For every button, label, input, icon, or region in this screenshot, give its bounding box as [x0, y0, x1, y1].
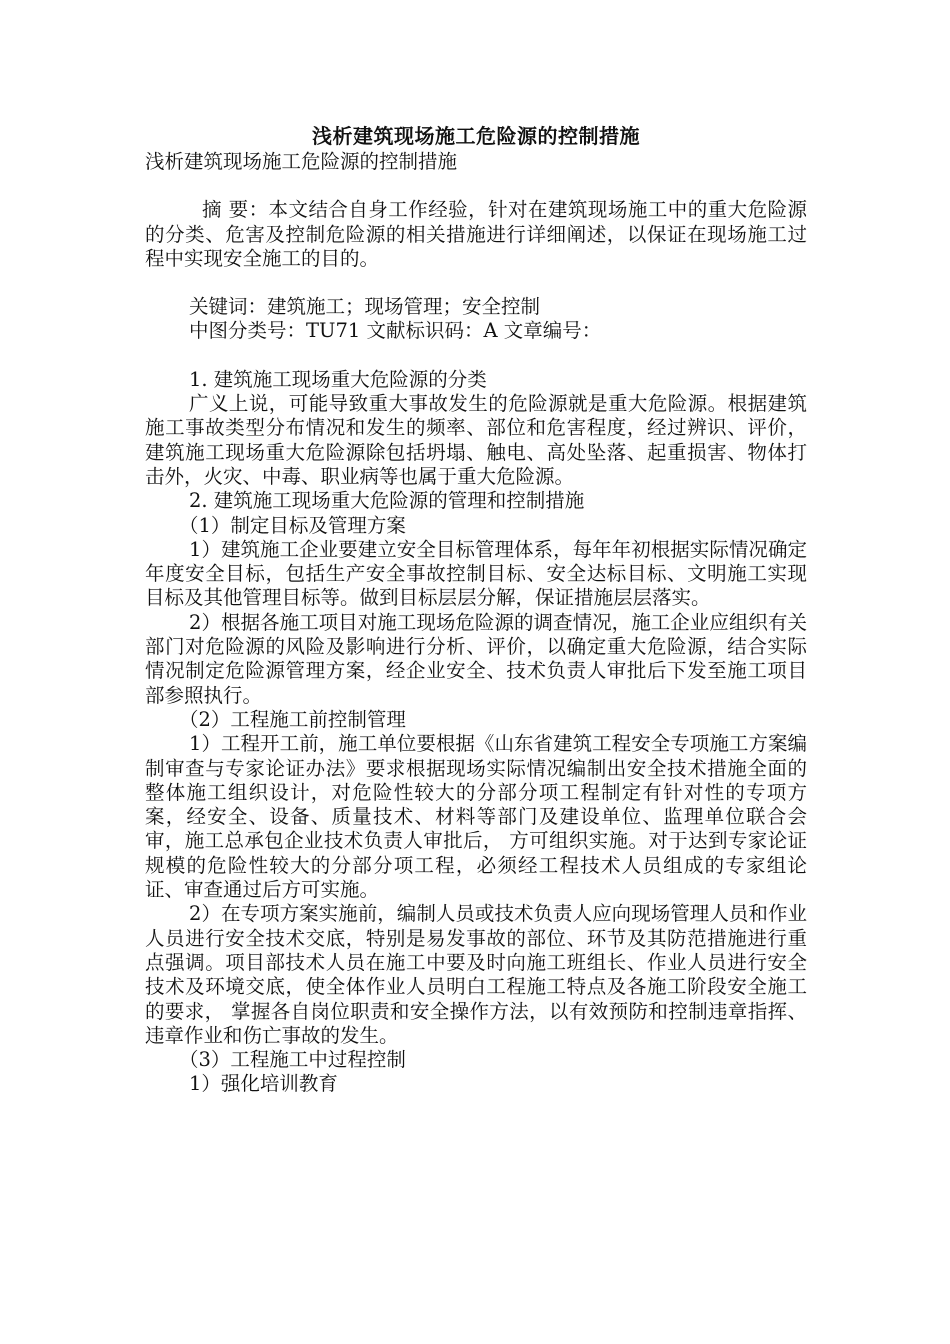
section-heading-2: 2. 建筑施工现场重大危险源的管理和控制措施 [189, 489, 585, 513]
spacer [145, 174, 807, 198]
body-paragraph: 1）建筑施工企业要建立安全目标管理体系，每年年初根据实际情况确定年度安全目标，包括生产安全事故控制目标、安全达标目标、文明施工实现目标及其他管理目标等。做到目标层层分解，保证措施层层落实。 [145, 537, 807, 610]
body-paragraph: 1）强化培训教育 [189, 1072, 338, 1096]
document-page [145, 122, 807, 1097]
body-paragraph: 2）根据各施工项目对施工现场危险源的调查情况，施工企业应组织有关部门对危险源的风险及影响进行分析、评价，以确定重大危险源，结合实际情况制定危险源管理方案，经企业安全、技术负责人审批后下发至施工项目部参照执行。 [145, 610, 807, 707]
abstract: 摘 要：本文结合自身工作经验，针对在建筑现场施工中的重大危险源的分类、危害及控制危险源的相关措施进行详细阐述，以保证在现场施工过程中实现安全施工的目的。 [145, 198, 807, 270]
body-paragraph: 广义上说，可能导致重大事故发生的危险源就是重大危险源。根据建筑施工事故类型分布情况和发生的频率、部位和危害程度，经过辨识、评价，建筑施工现场重大危险源除包括坍塌、触电、高处坠落、起重损害、物体打击外，火灾、中毒、职业病等也属于重大危险源。 [145, 392, 807, 488]
subsection-heading: （2）工程施工前控制管理 [179, 707, 406, 731]
section-heading-1: 1. 建筑施工现场重大危险源的分类 [189, 367, 487, 391]
body-paragraph: 2）在专项方案实施前，编制人员或技术负责人应向现场管理人员和作业人员进行安全技术交底，特别是易发事故的部位、环节及其防范措施进行重点强调。项目部技术人员在施工中要及时向施工班组长、作业人员进行安全技术及环境交底，使全体作业人员明白工程施工特点及各施工阶段安全施工的要求， 掌握各自岗位职责和安全操作方法，以有效预防和控制违章指挥、违章作业和伤亡事故的发生。 [145, 902, 807, 1047]
document-title: 浅析建筑现场施工危险源的控制措施 [312, 124, 640, 148]
spacer [145, 344, 807, 368]
subsection-heading: （3）工程施工中过程控制 [179, 1048, 406, 1072]
keywords: 关键词：建筑施工；现场管理；安全控制 [189, 295, 541, 319]
document-subtitle: 浅析建筑现场施工危险源的控制措施 [145, 150, 458, 173]
body-paragraph: 1）工程开工前，施工单位要根据《山东省建筑工程安全专项施工方案编制审查与专家论证办法》要求根据现场实际情况编制出安全技术措施全面的整体施工组织设计，对危险性较大的分部分项工程制定有针对性的专项方案，经安全、设备、质量技术、材料等部门及建设单位、监理单位联合会审，施工总承包企业技术负责人审批后， 方可组织实施。对于达到专家论证规模的危险性较大的分部分项工程，必须经工程技术人员组成的专家组论证、审查通过后方可实施。 [145, 732, 807, 902]
classification: 中图分类号：TU71 文献标识码：A 文章编号： [189, 319, 602, 343]
spacer [145, 271, 807, 295]
subsection-heading: （1）制定目标及管理方案 [179, 513, 406, 537]
